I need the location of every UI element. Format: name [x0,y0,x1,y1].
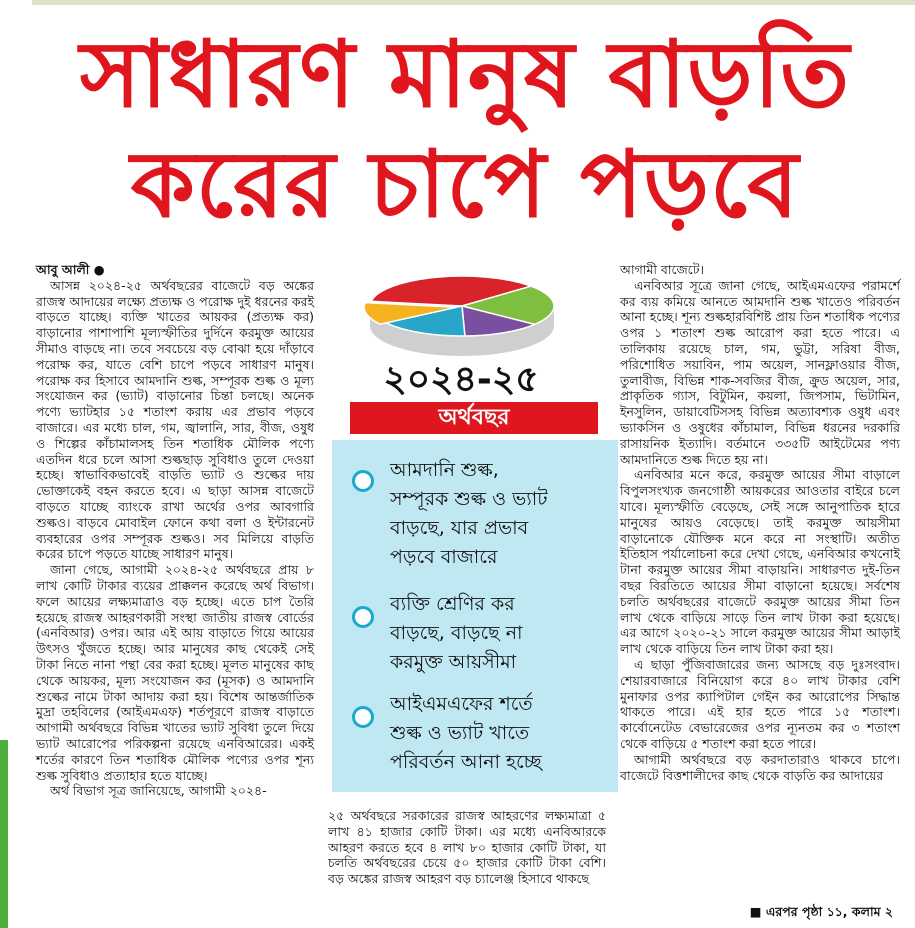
key-point-line: পরিবর্তন আনা হচ্ছে [390,751,542,773]
paragraph: এনবিআর মনে করে, করমুক্ত আয়ের সীমা বাড়ালে বিপুলসংখ্যক জনগোষ্ঠী আয়করের আওতার বাইরে চলে যাবে। মূল্যস্ফীতি বেড়েছে, সেই সঙ্গে আনুপাতিক হারে মানুষের আয়ও বেড়েছে। তাই করমুক্ত আয়সীমা বাড়ানোকে যৌক্তিক মনে করে না সংস্থাটি। অতীত ইতিহাস পর্যালোচনা করে দেখা গেছে, এনবিআর কখনোই টানা করমুক্ত আয়ের সীমা বাড়ায়নি। সাধারণত দুই-তিন বছর বিরতিতে আয়ের সীমা বাড়ানো হয়েছে। সর্বশেষ চলতি অর্থবছরের বাজেটে করমুক্ত আয়ের সীমা তিন লাখ থেকে বাড়িয়ে সাড়ে তিন লাখ টাকা করা হয়েছে। এর আগে ২০২০-২১ সালে করমুক্ত আয়ের সীমা আড়াই লাখ থেকে বাড়িয়ে তিন লাখ টাকা করা হয়। [620,467,900,657]
bullet-circle-icon [352,470,374,492]
paragraph: এনবিআর সূত্রে জানা গেছে, আইএমএফের পরামর্শে কর ব্যয় কমিয়ে আনতে আমদানি শুল্ক খাতেও পরিবর্তন আনা হচ্ছে। শূন্য শুল্কহারবিশিষ্ট প্রায় তিন শতাধিক পণ্যের ওপর ১ শতাংশ শুল্ক আরোপ করা হতে পারে। এ তালিকায় রয়েছে চাল, গম, ভুট্টা, সরিষা বীজ, পরিশোধিত সয়াবিন, পাম অয়েল, সানফ্লাওয়ার বীজ, তুলাবীজ, বিভিন্ন শাক-সবজির বীজ, ক্রুড অয়েল, সার, প্রাকৃতিক গ্যাস, বিটুমিন, কয়লা, জিপসাম, ভিটামিন, ইনসুলিন, ডায়াবেটিসসহ বিভিন্ন অত্যাবশ্যক ওষুধ এবং ভ্যাকসিন ও ওষুধের কাঁচামাল, বিভিন্ন ধরনের দরকারি রাসায়নিক ইত্যাদি। বর্তমানে ৩৩৫টি আইটেমের পণ্য আমদানিতে শুল্ক দিতে হয় না। [620,277,900,467]
key-point-3 [390,690,542,777]
article-column-3 [620,262,900,783]
key-points-panel [332,440,618,792]
key-point-1 [390,456,548,572]
headline-line-2: করের চাপে পড়বে [130,131,800,238]
key-point-2 [390,590,523,677]
paragraph: অর্থ বিভাগ সূত্র জানিয়েছে, আগামী ২০২৪- [50,783,267,799]
headline [30,20,900,240]
article-column-2 [328,808,606,887]
key-point-line: আমদানি শুল্ক, [390,459,499,481]
paragraph: ২৫ অর্থবছরে সরকারের রাজস্ব আহরণের লক্ষ্যমাত্রা ৫ লাখ ৪১ হাজার কোটি টাকা। এর মধ্যে এনবিআরকে আহরণ করতে হবে ৪ লাখ ৮০ হাজার কোটি টাকা, যা চলতি অর্থবছরের চেয়ে ৫০ হাজার কোটি টাকা বেশি। বড় অঙ্কের রাজস্ব আহরণ বড় চ্যালেঞ্জ হিসাবে থাকছে [328,808,606,887]
byline: আবু আলী ● [36,262,105,277]
paragraph: আগামী বাজেটে। [620,262,704,277]
key-point-line: শুল্ক ও ভ্যাট খাতে [390,722,530,744]
pie-chart-graphic [362,254,562,364]
bullet-circle-icon [352,606,374,628]
key-point-line: বাড়ছে, যার প্রভাব [390,517,529,539]
fiscal-year: ২০২৪-২৫ [383,359,539,400]
key-point-line: পড়বে বাজারে [390,546,498,568]
headline-line-1: সাধারণ মানুষ বাড়তি [79,21,851,128]
key-point-line: বাড়ছে, বাড়ছে না [390,622,523,644]
section-color-strip [0,740,8,928]
article-column-1 [36,262,314,799]
fiscal-year-banner: অর্থবছর [350,402,598,434]
key-point-line: সম্পূরক শুল্ক ও ভ্যাট [390,488,548,510]
paragraph: আগামী অর্থবছরে বড় করদাতারাও থাকবে চাপে। বাজেটে বিত্তশালীদের কাছ থেকে বাড়তি কর আদায়ের [620,751,900,783]
key-point-line: ব্যক্তি শ্রেণির কর [390,593,515,615]
paragraph: আসন্ন ২০২৪-২৫ অর্থবছরের বাজেটে বড় অঙ্কের রাজস্ব আদায়ের লক্ষ্যে প্রত্যক্ষ ও পরোক্ষ দুই ধরনের করই বাড়তে যাচ্ছে। ব্যক্তি খাতের আয়কর (প্রত্যক্ষ কর) বাড়ানোর পাশাপাশি মূল্যস্ফীতির দুর্দিনে করমুক্ত আয়ের সীমাও বাড়ছে না। তবে সবচেয়ে বড় বোঝা হয়ে দাঁড়াবে পরোক্ষ কর, যাতে বেশি চাপে পড়বে সাধারণ মানুষ। পরোক্ষ কর হিসাবে আমদানি শুল্ক, সম্পূরক শুল্ক ও মূল্য সংযোজন কর (ভ্যাট) বাড়ানোর চিন্তা চলছে। অনেক পণ্যে ভ্যাটহার ১৫ শতাংশ করায় এর প্রভাব পড়বে বাজারে। এর মধ্যে চাল, গম, জ্বালানি, সার, বীজ, ওষুধ ও শিল্পের কাঁচামালসহ তিন শতাধিক মৌলিক পণ্যে এতদিন ধরে চলে আসা শুল্কছাড় সুবিধাও তুলে দেওয়া হচ্ছে। স্বাভাবিকভাবেই বাড়তি ভ্যাট ও শুল্কের দায় ভোক্তাকেই বহন করতে হবে। এ ছাড়া আসন্ন বাজেটে বাড়তে যাচ্ছে ব্যাংকে রাখা অর্থের ওপর আবগারি শুল্কও। বাড়বে মোবাইল ফোনে কথা বলা ও ইন্টারনেট ব্যবহারের ওপর সম্পূরক শুল্কও। সব মিলিয়ে বাড়তি করের চাপে পড়তে যাচ্ছে সাধারণ মানুষ। [36,277,314,562]
top-rule [32,0,915,5]
bullet-circle-icon [352,706,374,728]
key-point-line: আইএমএফের শর্তে [390,693,533,715]
continuation-note: ■ এরপর পৃষ্ঠা ১১, কলাম ২ [749,904,893,919]
paragraph: এ ছাড়া পুঁজিবাজারের জন্য আসছে বড় দুঃসংবাদ। শেয়ারবাজারে বিনিয়োগ করে ৪০ লাখ টাকার বেশি মুনাফার ওপর ক্যাপিটাল গেইন কর আরোপের সিদ্ধান্ত থাকতে পারে। এই হার হতে পারে ১৫ শতাংশ। কার্বোনেটেড বেভারেজের ওপর ন্যূনতম কর ৩ শতাংশ থেকে বাড়িয়ে ৫ শতাংশ করা হতে পারে। [620,656,900,751]
paragraph: জানা গেছে, আগামী ২০২৪-২৫ অর্থবছরে প্রায় ৮ লাখ কোটি টাকার ব্যয়ের প্রাক্কলন করেছে অর্থ বিভাগ। ফলে আয়ের লক্ষ্যমাত্রাও বড় হচ্ছে। এতে চাপ তৈরি হয়েছে রাজস্ব আহরণকারী সংস্থা জাতীয় রাজস্ব বোর্ডের (এনবিআর) ওপর। আর এই আয় বাড়াতে গিয়ে আয়ের উৎসও খুঁজতে হচ্ছে। আর মানুষের কাছ থেকেই সেই টাকা নিতে নানা পন্থা বের করা হচ্ছে। মূলত মানুষের কাছ থেকে আয়কর, মূল্য সংযোজন কর (মূসক) ও আমদানি শুল্কের নামে টাকা আদায় করা হয়। বিশেষ আন্তর্জাতিক মুদ্রা তহবিলের (আইএমএফ) শর্তপূরণে রাজস্ব বাড়াতে আগামী অর্থবছরে বিভিন্ন খাতের ভ্যাট সুবিধা তুলে দিয়ে ভ্যাট আরোপের পরিকল্পনা রয়েছে এনবিআরের। একই শর্তের কারণে তিন শতাধিক মৌলিক পণ্যের ওপর শূন্য শুল্ক সুবিধাও প্রত্যাহার হতে যাচ্ছে। [36,562,314,783]
key-point-line: করমুক্ত আয়সীমা [390,651,517,673]
